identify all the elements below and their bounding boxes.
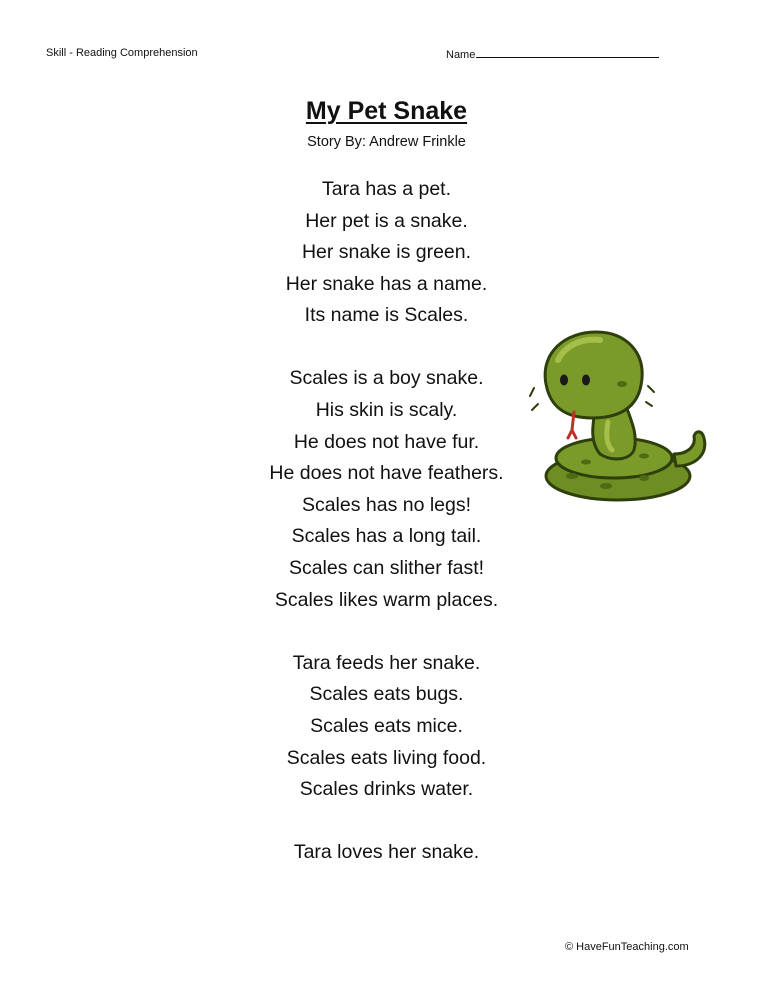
story-line: Scales has a long tail.	[291, 525, 482, 548]
story-line: Scales has no legs!	[301, 493, 472, 516]
story-line: Scales can slither fast!	[288, 557, 485, 580]
story-line: His skin is scaly.	[315, 399, 458, 422]
story-byline: Story By: Andrew Frinkle	[307, 134, 466, 150]
story-line: Scales likes warm places.	[274, 588, 499, 611]
name-field	[446, 46, 659, 62]
copyright-notice: © HaveFunTeaching.com	[565, 941, 689, 953]
story-line: Her snake is green.	[301, 241, 472, 264]
skill-label: Skill - Reading Comprehension	[46, 47, 198, 59]
story-line: Scales eats mice.	[310, 714, 463, 737]
story-line: Its name is Scales.	[304, 304, 469, 327]
story-line: He does not have feathers.	[269, 462, 504, 485]
story-text	[0, 174, 773, 900]
story-line: Scales eats living food.	[286, 746, 487, 769]
story-line: Tara has a pet.	[322, 178, 451, 200]
story-line: Scales eats bugs.	[309, 683, 464, 706]
name-blank-line	[476, 46, 659, 58]
snake-illustration	[526, 326, 718, 506]
name-label: Name	[446, 49, 476, 61]
story-line: Her pet is a snake.	[305, 209, 468, 232]
story-line: Her snake has a name.	[285, 272, 488, 295]
story-line: Scales is a boy snake.	[289, 367, 484, 390]
story-line: Scales drinks water.	[299, 778, 474, 801]
story-line: Tara feeds her snake.	[292, 651, 481, 674]
story-line: He does not have fur.	[293, 430, 480, 453]
story-line: Tara loves her snake.	[293, 841, 480, 864]
page-title: My Pet Snake	[305, 97, 468, 125]
stanza	[0, 174, 773, 332]
stanza	[0, 837, 773, 869]
stanza	[0, 648, 773, 806]
